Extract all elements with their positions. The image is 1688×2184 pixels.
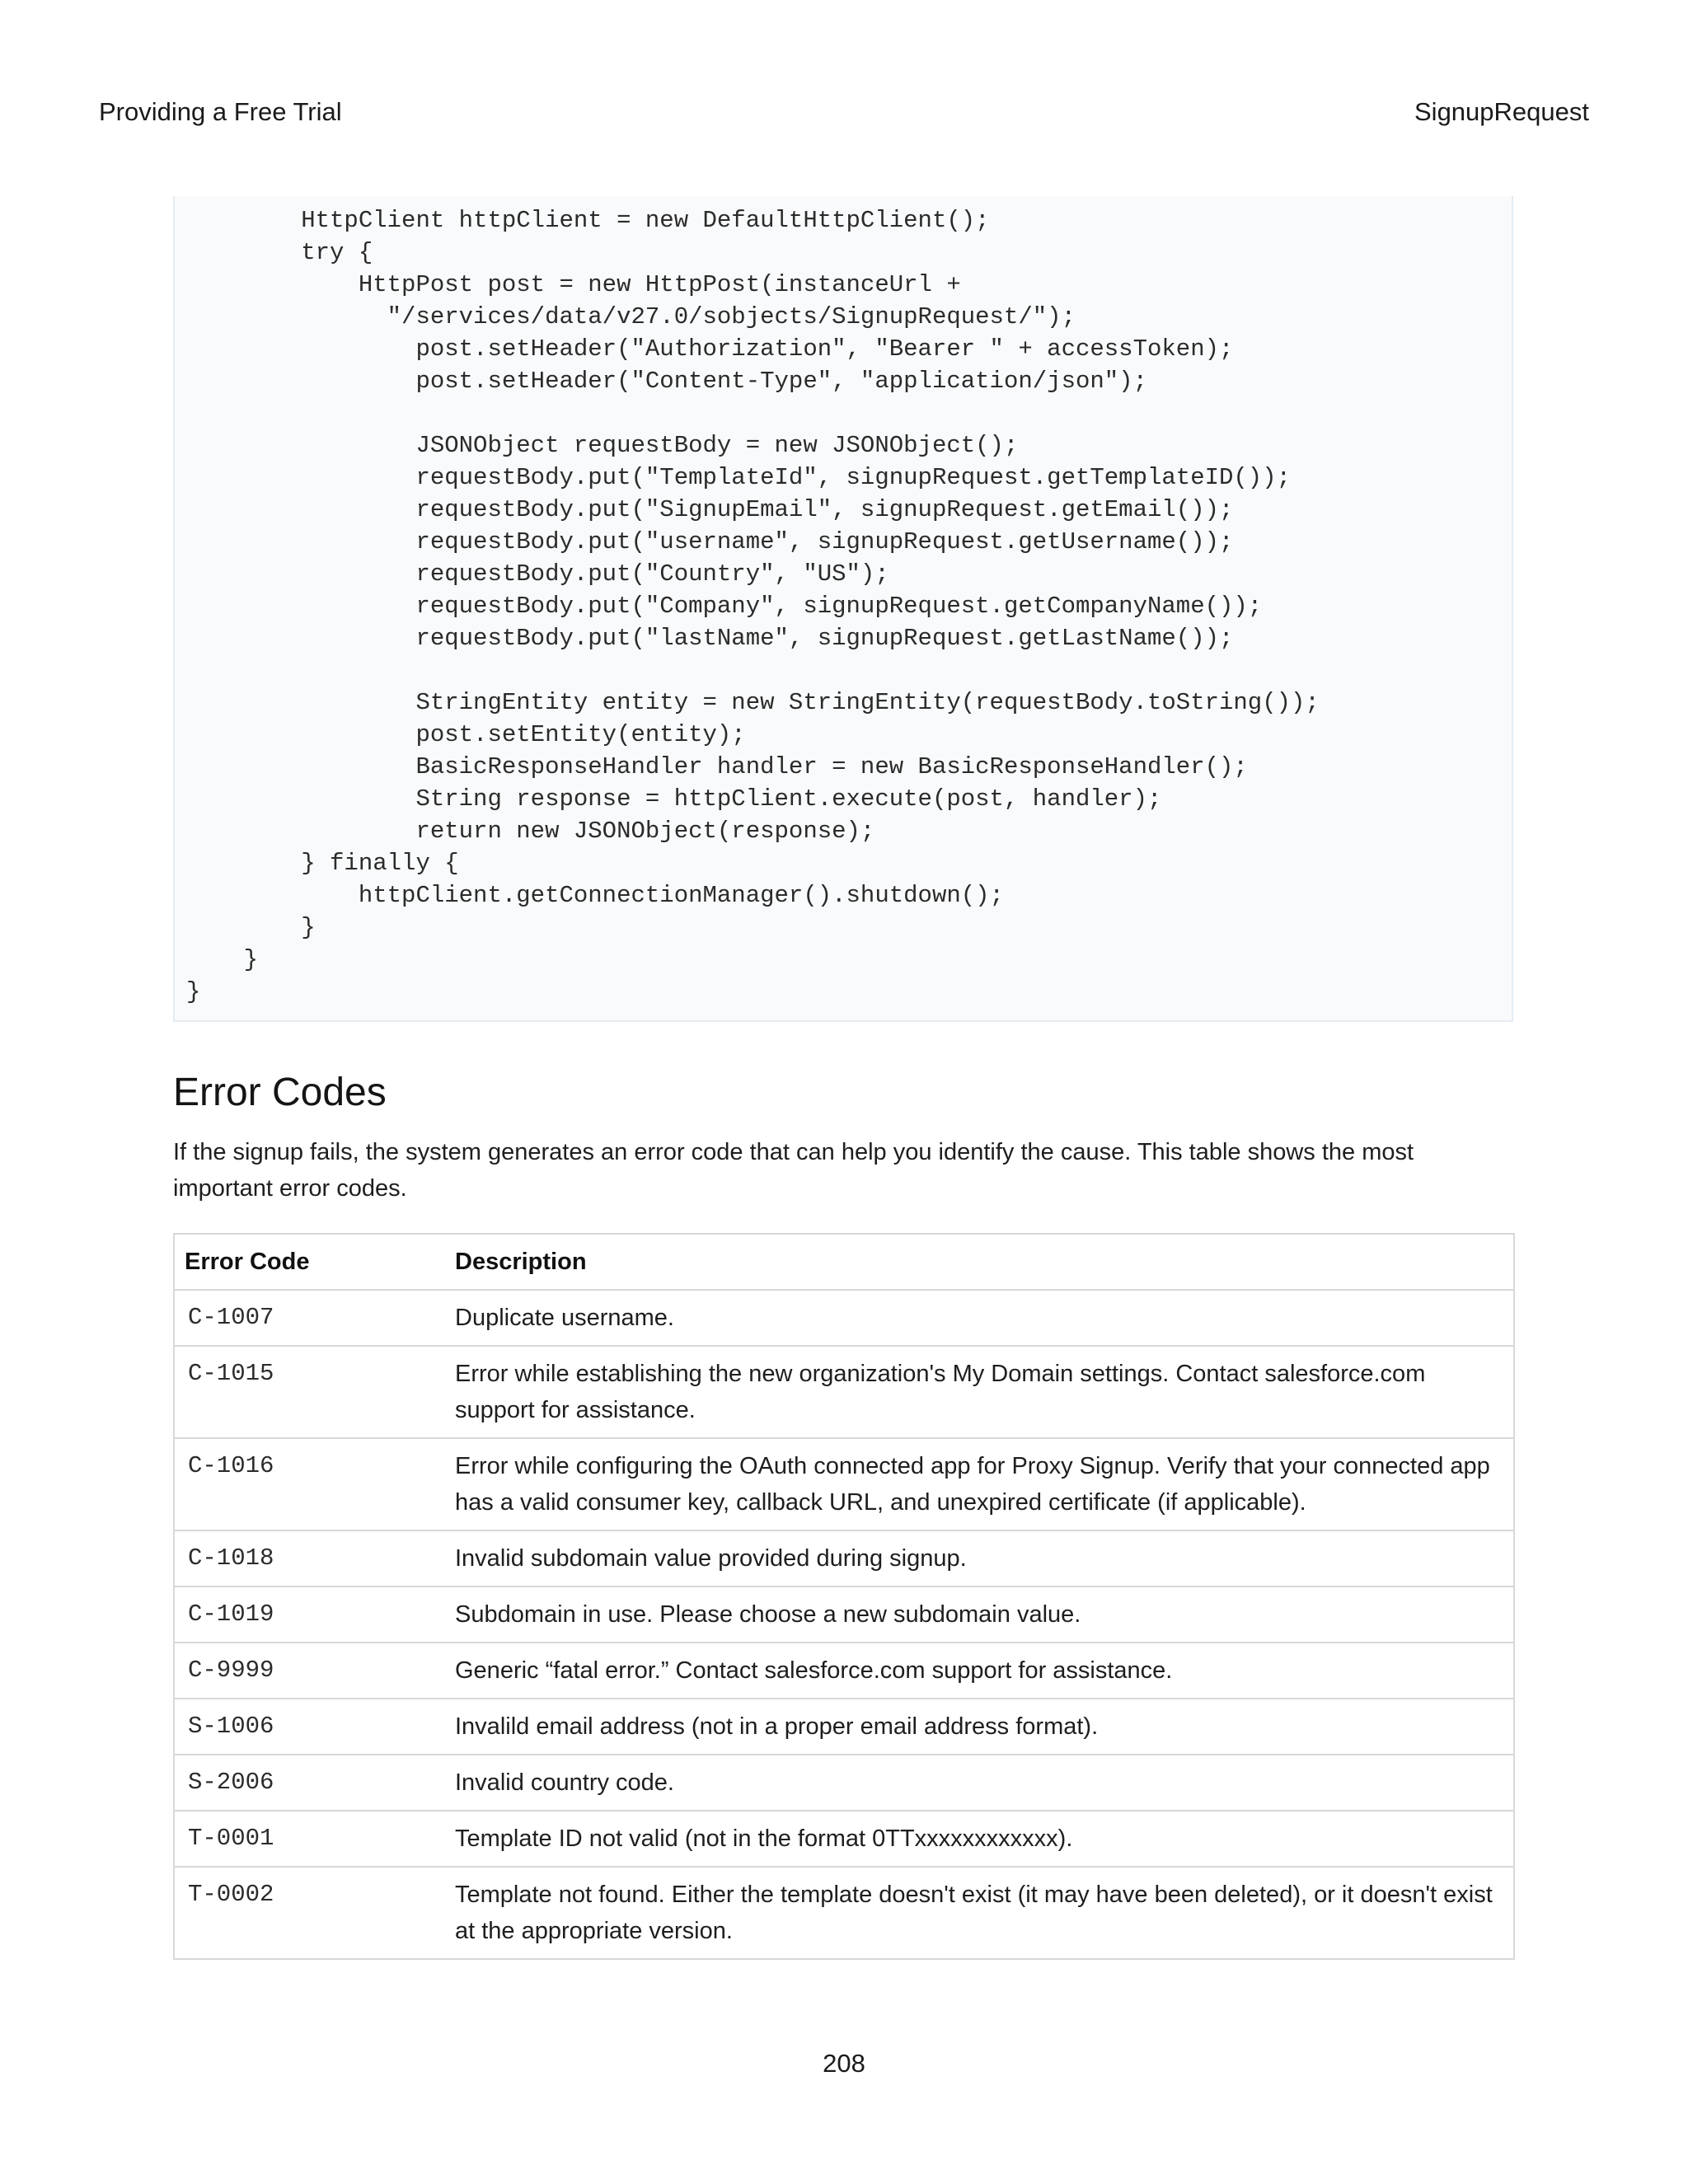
description-cell: Invalid subdomain value provided during signup.	[445, 1530, 1514, 1586]
table-header-row	[174, 1234, 1514, 1290]
section-title: Error Codes	[173, 1071, 387, 1114]
page-number: 208	[823, 2049, 865, 2078]
table-row	[174, 1530, 1514, 1586]
section-name: SignupRequest	[1414, 97, 1589, 126]
error-code-cell: C-1019	[174, 1586, 445, 1643]
description-cell: Error while establishing the new organization's My Domain settings. Contact salesforce.com support for assistance.	[445, 1346, 1514, 1438]
error-code-cell: S-2006	[174, 1755, 445, 1811]
error-code-cell: C-9999	[174, 1643, 445, 1699]
column-header-description: Description	[445, 1234, 1514, 1290]
column-header-error-code: Error Code	[174, 1234, 445, 1290]
description-cell: Invalid country code.	[445, 1755, 1514, 1811]
description-cell: Subdomain in use. Please choose a new subdomain value.	[445, 1586, 1514, 1643]
table-row	[174, 1346, 1514, 1438]
error-code-cell: C-1016	[174, 1438, 445, 1530]
table-row	[174, 1811, 1514, 1867]
description-cell: Template ID not valid (not in the format 0TTxxxxxxxxxxxx).	[445, 1811, 1514, 1867]
code-text: HttpClient httpClient = new DefaultHttpClient(); try { HttpPost post = new HttpPost(instanceUrl + "/services/data/v27.0/sobjects/SignupRequest/"); post.setHeader("Authorization", "Bearer " + accessToken); post.setHeader("Content-Type", "application/json"); JSONObject requestBody = new JSONObject(); requestBody.put("TemplateId", signupRequest.getTemplateID()); requestBody.put("SignupEmail", signupRequest.getEmail()); requestBody.put("username", signupRequest.getUsername()); requestBody.put("Country", "US"); requestBody.put("Company", signupRequest.getCompanyName()); requestBody.put("lastName", signupRequest.getLastName()); StringEntity entity = new StringEntity(requestBody.toString()); post.setEntity(entity); BasicResponseHandler handler = new BasicResponseHandler(); String response = httpClient.execute(post, handler); return new JSONObject(response); } finally { httpClient.getConnectionManager().shutdown(); } } }	[186, 207, 1320, 1005]
description-cell: Template not found. Either the template doesn't exist (it may have been deleted), or it doesn't exist at the appropriate version.	[445, 1867, 1514, 1959]
table-row	[174, 1755, 1514, 1811]
error-code-cell: C-1015	[174, 1346, 445, 1438]
error-code-cell: S-1006	[174, 1699, 445, 1755]
description-cell: Generic “fatal error.” Contact salesforce.com support for assistance.	[445, 1643, 1514, 1699]
error-code-cell: C-1007	[174, 1290, 445, 1346]
table-row	[174, 1438, 1514, 1530]
section-intro: If the signup fails, the system generates an error code that can help you identify the cause. This table shows the most important error codes.	[173, 1139, 1414, 1202]
error-codes-table	[173, 1233, 1515, 1960]
table-row	[174, 1699, 1514, 1755]
chapter-title: Providing a Free Trial	[99, 97, 342, 126]
error-code-cell: T-0001	[174, 1811, 445, 1867]
table-row	[174, 1290, 1514, 1346]
code-sample	[173, 196, 1513, 1022]
table-row	[174, 1586, 1514, 1643]
table-row	[174, 1643, 1514, 1699]
error-code-cell: T-0002	[174, 1867, 445, 1959]
table-row	[174, 1867, 1514, 1959]
description-cell: Invalild email address (not in a proper email address format).	[445, 1699, 1514, 1755]
description-cell: Duplicate username.	[445, 1290, 1514, 1346]
running-header	[99, 97, 1589, 134]
description-cell: Error while configuring the OAuth connected app for Proxy Signup. Verify that your connected app has a valid consumer key, callback URL, and unexpired certificate (if applicable).	[445, 1438, 1514, 1530]
error-code-cell: C-1018	[174, 1530, 445, 1586]
